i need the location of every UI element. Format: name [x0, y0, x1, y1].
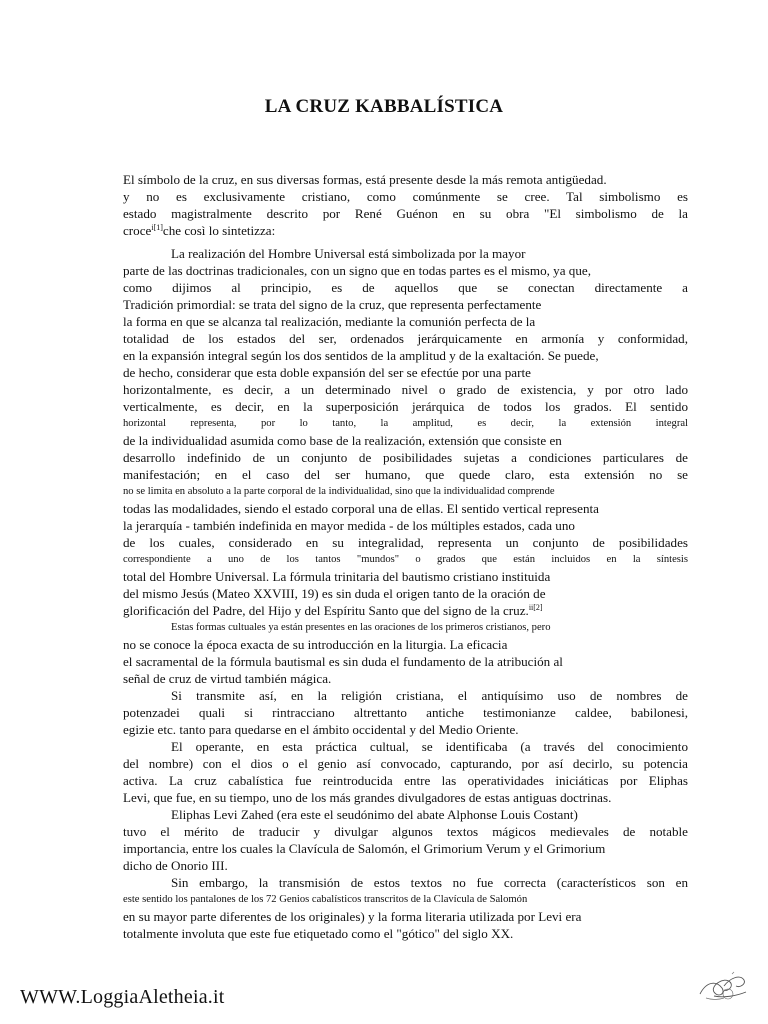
text-line	[123, 840, 688, 857]
line-text: verticalmente, es decir, en la superposición jerárquica de todos los grados. El sentido	[123, 399, 688, 414]
line-text: horizontal representa, por lo tanto, la amplitud, es decir, la extensión integral	[123, 418, 688, 429]
text-line	[123, 534, 688, 551]
line-text: de hecho, considerar que esta doble expansión del ser se efectúe por una parte	[123, 365, 531, 380]
text-line	[123, 313, 688, 330]
line-text: potenzadei quali si rintracciano altrettanto antiche testimonianze caldee, babilonesi,	[123, 705, 688, 720]
text-line	[123, 874, 688, 891]
line-text: Si transmite así, en la religión cristiana, el antiquísimo uso de nombres de	[171, 688, 688, 703]
line-text: egizie etc. tanto para quedarse en el ámbito occidental y del Medio Oriente.	[123, 722, 519, 737]
line-text: todas las modalidades, siendo el estado corporal una de ellas. El sentido vertical representa	[123, 501, 599, 516]
text-line	[123, 891, 688, 908]
line-text: croce	[123, 223, 152, 238]
text-line	[123, 585, 688, 602]
text-line	[123, 636, 688, 653]
line-text: del mismo Jesús (Mateo XXVIII, 19) es sin duda el origen tanto de la oración de	[123, 586, 546, 601]
text-line	[123, 619, 688, 636]
text-line	[123, 449, 688, 466]
line-text: importancia, entre los cuales la Clavícula de Salomón, el Grimorium Verum y el Grimorium	[123, 841, 606, 856]
line-text: totalmente involuta que este fue etiquetado como el "gótico" del siglo XX.	[123, 926, 514, 941]
text-line	[123, 687, 688, 704]
footer-website[interactable]: WWW.LoggiaAletheia.it	[20, 986, 225, 1008]
line-text: totalidad de los estados del ser, ordenados jerárquicamente en armonía y conformidad,	[123, 331, 688, 346]
footnote-ref[interactable]: i[1]	[151, 223, 163, 232]
text-line	[123, 806, 688, 823]
text-line	[123, 670, 688, 687]
text-line	[123, 653, 688, 670]
line-text: total del Hombre Universal. La fórmula trinitaria del bautismo cristiano instituida	[123, 569, 551, 584]
line-text: Sin embargo, la transmisión de estos textos no fue correcta (característicos son en	[171, 875, 688, 890]
text-line	[123, 466, 688, 483]
line-text: Tradición primordial: se trata del signo de la cruz, que representa perfectamente	[123, 297, 542, 312]
signature-logo-icon	[694, 968, 752, 1004]
document-body	[123, 171, 688, 942]
text-line	[123, 755, 688, 772]
line-text: desarrollo indefinido de un conjunto de posibilidades sujetas a condiciones particulares de	[123, 450, 688, 465]
line-text: este sentido los pantalones de los 72 Genios cabalísticos transcritos de la Clavícula de Salomón	[123, 894, 528, 905]
text-line	[123, 772, 688, 789]
text-line	[123, 738, 688, 755]
line-text: la jerarquía - también indefinida en mayor medida - de los múltiples estados, cada uno	[123, 518, 575, 533]
text-line	[123, 704, 688, 721]
text-line	[123, 245, 688, 262]
text-line	[123, 398, 688, 415]
text-line	[123, 171, 688, 188]
text-line	[123, 908, 688, 925]
line-text-after: che così lo sintetizza:	[162, 223, 276, 238]
line-text: estado magistralmente descrito por René Guénon en su obra "El simbolismo de la	[123, 206, 688, 221]
line-text: parte de las doctrinas tradicionales, con un signo que en todas partes es el mismo, ya que,	[123, 263, 591, 278]
text-line	[123, 789, 688, 806]
text-line	[123, 823, 688, 840]
text-line	[123, 222, 688, 239]
line-text: tuvo el mérito de traducir y divulgar algunos textos mágicos medievales de notable	[123, 824, 688, 839]
text-line	[123, 188, 688, 205]
line-text: como dijimos al principio, es de aquellos que se conectan directamente a	[123, 280, 688, 295]
text-line	[123, 857, 688, 874]
line-text: del nombre) con el dios o el genio así convocado, capturando, por así decirlo, su potencia	[123, 756, 688, 771]
text-line	[123, 415, 688, 432]
text-line	[123, 279, 688, 296]
text-line	[123, 602, 688, 619]
line-text: en la expansión integral según los dos sentidos de la amplitud y de la exaltación. Se puede,	[123, 348, 599, 363]
line-text: correspondiente a uno de los tantos "mundos" o grados que están incluidos en la síntesis	[123, 554, 688, 565]
line-text: en su mayor parte diferentes de los originales) y la forma literaria utilizada por Levi era	[123, 909, 582, 924]
text-line	[123, 721, 688, 738]
line-text: de los cuales, considerado en su integralidad, representa un conjunto de posibilidades	[123, 535, 688, 550]
line-text: la forma en que se alcanza tal realización, mediante la comunión perfecta de la	[123, 314, 536, 329]
line-text: Eliphas Levi Zahed (era este el seudónimo del abate Alphonse Louis Costant)	[171, 807, 578, 822]
text-line	[123, 262, 688, 279]
text-line	[123, 205, 688, 222]
line-text: y no es exclusivamente cristiano, como comúnmente se cree. Tal simbolismo es	[123, 189, 688, 204]
text-line	[123, 925, 688, 942]
line-text: no se limita en absoluto a la parte corporal de la individualidad, sino que la individualidad comprende	[123, 486, 555, 497]
line-text: dicho de Onorio III.	[123, 858, 228, 873]
text-line	[123, 500, 688, 517]
text-line	[123, 483, 688, 500]
text-line	[123, 330, 688, 347]
line-text: manifestación; en el caso del ser humano, que quede claro, esta extensión no se	[123, 467, 688, 482]
line-text: Estas formas cultuales ya están presentes en las oraciones de los primeros cristianos, pero	[171, 622, 551, 633]
footnote-ref[interactable]: ii[2]	[528, 603, 543, 612]
text-line	[123, 296, 688, 313]
page-title: LA CRUZ KABBALÍSTICA	[264, 96, 504, 117]
text-line	[123, 517, 688, 534]
line-text: activa. La cruz cabalística fue reintroducida entre las operatividades iniciáticas por Eliphas	[123, 773, 688, 788]
line-text: La realización del Hombre Universal está simbolizada por la mayor	[171, 246, 526, 261]
line-text: señal de cruz de virtud también mágica.	[123, 671, 332, 686]
line-text: no se conoce la época exacta de su introducción en la liturgia. La eficacia	[123, 637, 508, 652]
text-line	[123, 551, 688, 568]
line-text: el sacramental de la fórmula bautismal es sin duda el fundamento de la atribución al	[123, 654, 563, 669]
line-text: Levi, que fue, en su tiempo, uno de los más grandes divulgadores de estas antiguas doctrinas.	[123, 790, 612, 805]
line-text: El símbolo de la cruz, en sus diversas formas, está presente desde la más remota antigüedad.	[123, 172, 607, 187]
text-line	[123, 364, 688, 381]
line-text: glorificación del Padre, del Hijo y del Espíritu Santo que del signo de la cruz.	[123, 603, 529, 618]
line-text: de la individualidad asumida como base de la realización, extensión que consiste en	[123, 433, 562, 448]
line-text: horizontalmente, es decir, a un determinado nivel o grado de existencia, y por otro lado	[123, 382, 688, 397]
text-line	[123, 568, 688, 585]
line-text: El operante, en esta práctica cultual, se identificaba (a través del conocimiento	[171, 739, 688, 754]
text-line	[123, 381, 688, 398]
text-line	[123, 432, 688, 449]
text-line	[123, 347, 688, 364]
